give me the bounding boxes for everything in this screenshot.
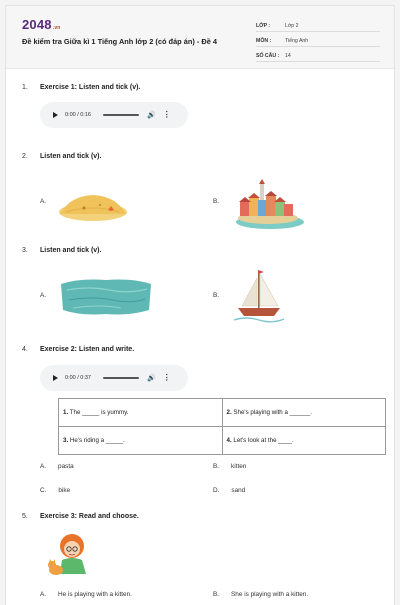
q2-option-b[interactable]: B. — [213, 198, 220, 205]
q4-option-c[interactable]: C. bike — [40, 487, 71, 494]
audio-player-2[interactable] — [40, 365, 188, 391]
sand-pile-image — [56, 190, 130, 222]
table-row — [59, 399, 386, 427]
q4-option-b[interactable]: B. kitten — [213, 463, 247, 470]
seaside-town-image — [232, 178, 304, 230]
fill-in-table — [58, 398, 386, 455]
meta-row-class: LỚP : Lớp 2 — [256, 17, 380, 32]
play-icon[interactable] — [53, 375, 58, 381]
q4-option-a[interactable]: A. pasta — [40, 463, 74, 470]
meta-row-count: SỐ CÂU : 14 — [256, 47, 380, 62]
table-cell: 2. She's playing with a ______. — [222, 399, 386, 427]
meta-row-subject: MÔN : Tiếng Anh — [256, 32, 380, 47]
audio-player-1[interactable] — [40, 102, 188, 128]
q3-option-b[interactable]: B. — [213, 292, 220, 299]
question-5-heading: 5. Exercise 3: Read and choose. — [22, 513, 139, 520]
table-cell: 3. He's riding a _____. — [59, 427, 223, 455]
meta-info — [256, 17, 380, 62]
play-icon[interactable] — [53, 112, 58, 118]
more-vertical-icon[interactable]: ⋮ — [162, 110, 171, 119]
audio-time: 0:00 / 0:16 — [65, 112, 91, 118]
document-title: Đề kiểm tra Giữa kì 1 Tiếng Anh lớp 2 (có đáp án) - Đề 4 — [22, 37, 218, 46]
volume-icon[interactable]: 🔊 — [147, 112, 156, 119]
table-cell: 1. The _____ is yummy. — [59, 399, 223, 427]
question-3-heading: 3. Listen and tick (v). — [22, 247, 102, 254]
audio-progress-track[interactable] — [103, 377, 139, 379]
sailboat-image — [228, 268, 290, 326]
sea-water-image — [59, 276, 153, 318]
question-4-heading: 4. Exercise 2: Listen and write. — [22, 346, 135, 353]
volume-icon[interactable]: 🔊 — [147, 375, 156, 382]
audio-time: 0:00 / 0:37 — [65, 375, 91, 381]
audio-progress-track[interactable] — [103, 114, 139, 116]
girl-with-kitten-image — [42, 530, 98, 580]
question-1-heading: 1. Exercise 1: Listen and tick (v). — [22, 84, 141, 91]
worksheet-page — [5, 5, 395, 605]
q2-option-a[interactable]: A. — [40, 198, 47, 205]
question-2-heading: 2. Listen and tick (v). — [22, 153, 102, 160]
q5-option-a[interactable]: A. He is playing with a kitten. — [40, 591, 132, 598]
table-row — [59, 427, 386, 455]
q5-option-b[interactable]: B. She is playing with a kitten. — [213, 591, 309, 598]
q4-option-d[interactable]: D. sand — [213, 487, 246, 494]
more-vertical-icon[interactable]: ⋮ — [162, 373, 171, 382]
q3-option-a[interactable]: A. — [40, 292, 47, 299]
page-header — [6, 6, 394, 69]
site-logo[interactable]: 2048.vn — [22, 17, 61, 32]
table-cell: 4. Let's look at the ____. — [222, 427, 386, 455]
